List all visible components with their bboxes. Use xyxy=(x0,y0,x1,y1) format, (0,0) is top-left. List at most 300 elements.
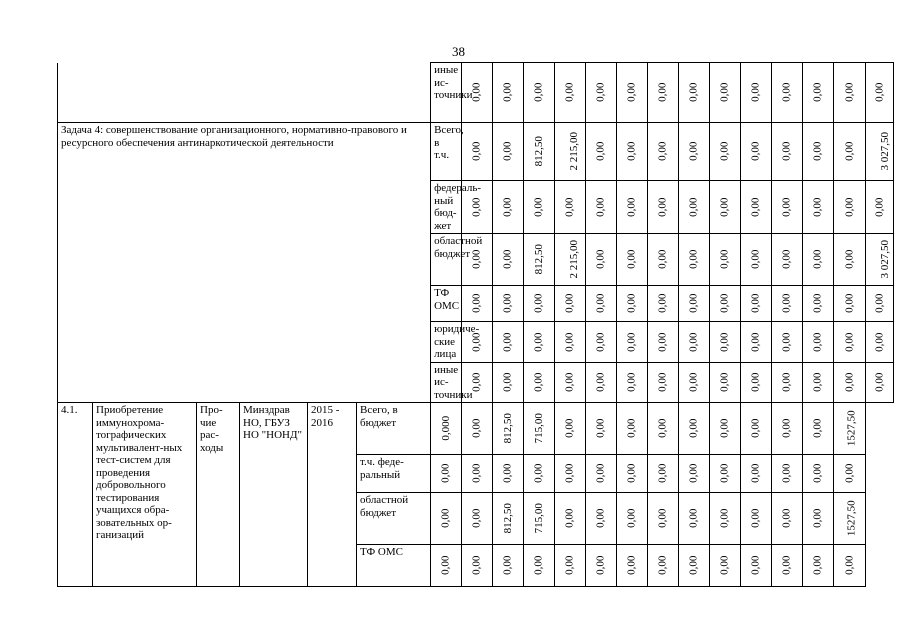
value-text: 0,00 xyxy=(718,555,731,576)
value-cell xyxy=(555,455,586,493)
value-text: 0,00 xyxy=(843,197,856,217)
value-text: 0,00 xyxy=(470,197,483,217)
value-text: 0,00 xyxy=(501,197,514,217)
value-cell xyxy=(617,234,648,286)
value-cell xyxy=(617,545,648,587)
value-cell xyxy=(772,493,803,545)
value-text: 0,00 xyxy=(811,197,824,217)
value-text: 0,00 xyxy=(532,82,545,103)
value-text: 0,00 xyxy=(656,508,669,529)
value-text: 0,00 xyxy=(563,82,576,103)
value-cell xyxy=(679,322,710,363)
value-text: 0,00 xyxy=(532,372,545,392)
value-text: 0,00 xyxy=(501,141,514,162)
value-cell xyxy=(803,286,834,322)
value-text: 0,00 xyxy=(780,332,793,352)
value-text: 0,00 xyxy=(501,372,514,392)
value-text: 0,00 xyxy=(501,463,514,484)
value-cell xyxy=(524,362,555,403)
value-cell xyxy=(555,286,586,322)
value-cell xyxy=(648,493,679,545)
value-text: 812,50 xyxy=(501,503,514,534)
value-text: 0,00 xyxy=(656,197,669,217)
value-cell xyxy=(834,403,866,455)
value-cell xyxy=(710,455,741,493)
value-cell xyxy=(741,493,772,545)
value-text: 715,00 xyxy=(532,413,545,444)
value-text: 0,00 xyxy=(718,418,731,439)
value-text: 0,00 xyxy=(687,249,700,270)
value-text: 0,00 xyxy=(780,293,793,314)
value-cell xyxy=(866,181,894,234)
value-text: 0,00 xyxy=(843,293,856,314)
value-text: 0,00 xyxy=(780,249,793,270)
value-cell xyxy=(741,123,772,181)
value-cell xyxy=(586,123,617,181)
value-cell xyxy=(617,403,648,455)
empty-cell xyxy=(58,63,431,123)
value-text: 0,00 xyxy=(811,249,824,270)
value-cell xyxy=(617,286,648,322)
value-cell xyxy=(741,322,772,363)
value-text: 0,00 xyxy=(780,463,793,484)
value-cell xyxy=(431,403,462,455)
value-cell xyxy=(555,234,586,286)
value-cell xyxy=(803,322,834,363)
value-cell xyxy=(772,403,803,455)
value-cell xyxy=(679,455,710,493)
value-text: 0,00 xyxy=(749,555,762,576)
value-cell xyxy=(803,455,834,493)
value-text: 0,00 xyxy=(563,555,576,576)
value-text: 0,00 xyxy=(625,418,638,439)
funding-source: ТФ ОМС xyxy=(431,286,462,322)
value-cell xyxy=(524,123,555,181)
value-text: 0,00 xyxy=(563,332,576,352)
page-number: 38 xyxy=(452,44,465,59)
value-text: 0,00 xyxy=(811,555,824,576)
value-text: 0,00 xyxy=(687,82,700,103)
funding-source: областной бюджет xyxy=(357,493,431,545)
value-text: 0,00 xyxy=(470,508,483,529)
value-cell xyxy=(772,123,803,181)
value-text: 3 027,50 xyxy=(879,132,892,171)
value-text: 0,00 xyxy=(439,508,452,529)
value-text: 0,00 xyxy=(780,372,793,392)
value-text: 0,00 xyxy=(811,293,824,314)
item-executor: Минздрав НО, ГБУЗ НО "НОНД" xyxy=(240,403,308,587)
value-cell xyxy=(493,181,524,234)
value-text: 0,00 xyxy=(625,197,638,217)
value-cell xyxy=(493,123,524,181)
value-cell xyxy=(431,455,462,493)
value-text: 0,00 xyxy=(501,293,514,314)
value-cell xyxy=(648,234,679,286)
value-text: 0,00 xyxy=(532,197,545,217)
value-cell xyxy=(648,545,679,587)
value-text: 0,00 xyxy=(811,372,824,392)
value-text: 0,00 xyxy=(470,555,483,576)
value-cell xyxy=(648,286,679,322)
value-cell xyxy=(772,545,803,587)
value-cell xyxy=(772,455,803,493)
value-text: 0,00 xyxy=(687,555,700,576)
value-cell xyxy=(803,493,834,545)
value-text: 0,00 xyxy=(532,555,545,576)
value-text: 0,00 xyxy=(718,141,731,162)
table-row xyxy=(58,123,894,181)
value-cell xyxy=(803,123,834,181)
value-text: 0,00 xyxy=(656,82,669,103)
value-cell xyxy=(648,322,679,363)
value-text: 0,00 xyxy=(873,82,886,103)
value-cell xyxy=(866,322,894,363)
value-cell xyxy=(679,63,710,123)
value-text: 0,00 xyxy=(470,372,483,392)
value-cell xyxy=(679,403,710,455)
funding-source: иные ис- точники xyxy=(431,362,462,403)
value-text: 0,00 xyxy=(470,141,483,162)
value-text: 0,00 xyxy=(811,418,824,439)
value-text: 0,00 xyxy=(656,418,669,439)
value-text: 0,00 xyxy=(687,418,700,439)
value-cell xyxy=(803,63,834,123)
value-text: 0,00 xyxy=(749,82,762,103)
value-text: 0,00 xyxy=(594,293,607,314)
value-cell xyxy=(617,362,648,403)
value-cell xyxy=(866,362,894,403)
value-text: 0,00 xyxy=(563,293,576,314)
value-cell xyxy=(617,493,648,545)
value-cell xyxy=(679,286,710,322)
table-row xyxy=(58,63,894,123)
value-text: 0,00 xyxy=(439,463,452,484)
value-cell xyxy=(462,286,493,322)
funding-source: федераль- ный бюд- жет xyxy=(431,181,462,234)
value-cell xyxy=(741,362,772,403)
value-text: 0,00 xyxy=(625,372,638,392)
value-text: 0,00 xyxy=(718,508,731,529)
value-text: 0,00 xyxy=(563,197,576,217)
value-cell xyxy=(679,234,710,286)
value-text: 0,00 xyxy=(656,463,669,484)
value-cell xyxy=(772,286,803,322)
value-text: 0,00 xyxy=(563,463,576,484)
value-cell xyxy=(866,234,894,286)
value-text: 2 215,00 xyxy=(568,240,581,279)
value-cell xyxy=(617,63,648,123)
value-text: 0,00 xyxy=(811,463,824,484)
value-cell xyxy=(493,286,524,322)
value-text: 0,00 xyxy=(470,463,483,484)
value-text: 0,00 xyxy=(470,293,483,314)
value-cell xyxy=(586,234,617,286)
value-cell xyxy=(866,286,894,322)
value-cell xyxy=(679,123,710,181)
value-cell xyxy=(524,403,555,455)
value-cell xyxy=(679,181,710,234)
funding-source: юридиче- ские лица xyxy=(431,322,462,363)
value-cell xyxy=(803,234,834,286)
value-text: 0,00 xyxy=(687,372,700,392)
value-text: 0,00 xyxy=(594,418,607,439)
value-cell xyxy=(803,181,834,234)
value-text: 0,00 xyxy=(811,332,824,352)
value-text: 0,00 xyxy=(594,141,607,162)
value-text: 0,00 xyxy=(594,197,607,217)
value-text: 0,00 xyxy=(843,332,856,352)
value-text: 0,00 xyxy=(470,332,483,352)
value-cell xyxy=(710,545,741,587)
value-cell xyxy=(834,455,866,493)
value-cell xyxy=(741,545,772,587)
funding-source: Всего, в т.ч. xyxy=(431,123,462,181)
value-text: 0,00 xyxy=(749,372,762,392)
value-cell xyxy=(834,234,866,286)
value-text: 0,00 xyxy=(594,82,607,103)
value-cell xyxy=(772,234,803,286)
value-cell xyxy=(524,234,555,286)
value-text: 3 027,50 xyxy=(879,240,892,279)
value-text: 0,00 xyxy=(780,82,793,103)
value-text: 0,00 xyxy=(594,332,607,352)
item-number: 4.1. xyxy=(58,403,93,587)
item-period: 2015 - 2016 xyxy=(308,403,357,587)
value-text: 0,00 xyxy=(656,555,669,576)
value-cell xyxy=(772,362,803,403)
value-cell xyxy=(741,181,772,234)
value-text: 0,00 xyxy=(594,249,607,270)
value-text: 0,00 xyxy=(843,555,856,576)
value-text: 0,00 xyxy=(439,555,452,576)
value-text: 0,00 xyxy=(625,463,638,484)
value-cell xyxy=(741,455,772,493)
table-row xyxy=(58,403,894,455)
value-cell xyxy=(617,455,648,493)
value-cell xyxy=(679,545,710,587)
value-text: 0,00 xyxy=(718,372,731,392)
value-text: 0,00 xyxy=(749,508,762,529)
value-text: 0,00 xyxy=(687,197,700,217)
value-cell xyxy=(555,123,586,181)
value-text: 0,00 xyxy=(501,249,514,270)
value-cell xyxy=(648,181,679,234)
value-text: 0,00 xyxy=(843,82,856,103)
value-cell xyxy=(866,63,894,123)
value-cell xyxy=(493,403,524,455)
value-cell xyxy=(493,322,524,363)
value-cell xyxy=(555,493,586,545)
value-text: 0,00 xyxy=(718,332,731,352)
value-cell xyxy=(648,403,679,455)
value-text: 0,00 xyxy=(749,463,762,484)
value-cell xyxy=(617,123,648,181)
value-cell xyxy=(772,63,803,123)
value-text: 0,00 xyxy=(656,332,669,352)
value-text: 0,00 xyxy=(594,372,607,392)
value-text: 0,00 xyxy=(656,141,669,162)
value-cell xyxy=(524,63,555,123)
value-cell xyxy=(586,362,617,403)
value-cell xyxy=(524,286,555,322)
value-cell xyxy=(772,181,803,234)
value-text: 0,00 xyxy=(811,82,824,103)
value-text: 0,00 xyxy=(470,418,483,439)
value-text: 0,00 xyxy=(687,508,700,529)
value-cell xyxy=(524,545,555,587)
value-cell xyxy=(524,322,555,363)
value-text: 0,00 xyxy=(749,418,762,439)
value-cell xyxy=(648,455,679,493)
value-text: 715,00 xyxy=(532,503,545,534)
value-text: 0,00 xyxy=(470,82,483,103)
value-cell xyxy=(555,403,586,455)
value-cell xyxy=(710,493,741,545)
value-cell xyxy=(493,63,524,123)
value-text: 0,00 xyxy=(873,197,886,217)
value-cell xyxy=(586,322,617,363)
value-cell xyxy=(555,362,586,403)
value-cell xyxy=(710,403,741,455)
value-text: 0,00 xyxy=(843,249,856,270)
value-text: 0,00 xyxy=(843,141,856,162)
value-cell xyxy=(648,63,679,123)
value-cell xyxy=(648,123,679,181)
value-text: 2 215,00 xyxy=(568,132,581,171)
value-cell xyxy=(834,322,866,363)
value-text: 0,00 xyxy=(656,249,669,270)
value-text: 0,00 xyxy=(873,372,886,392)
value-text: 0,00 xyxy=(532,463,545,484)
value-text: 0,00 xyxy=(594,463,607,484)
value-cell xyxy=(586,63,617,123)
value-cell xyxy=(741,63,772,123)
value-text: 0,00 xyxy=(780,197,793,217)
value-cell xyxy=(555,63,586,123)
value-cell xyxy=(710,322,741,363)
value-text: 0,00 xyxy=(843,372,856,392)
value-cell xyxy=(524,493,555,545)
value-text: 0,00 xyxy=(501,332,514,352)
value-cell xyxy=(617,181,648,234)
value-cell xyxy=(462,493,493,545)
value-text: 0,00 xyxy=(470,249,483,270)
value-cell xyxy=(866,123,894,181)
value-cell xyxy=(710,181,741,234)
task4-title: Задача 4: совершенствование организационного, нормативно-правового и ресурсного обеспечения антинаркотической деятельности xyxy=(58,123,431,403)
value-cell xyxy=(493,234,524,286)
value-text: 0,00 xyxy=(656,372,669,392)
value-text: 812,50 xyxy=(532,244,545,275)
value-cell xyxy=(462,403,493,455)
value-text: 0,00 xyxy=(532,293,545,314)
value-text: 0,00 xyxy=(718,249,731,270)
value-text: 1527,50 xyxy=(845,500,858,537)
value-cell xyxy=(493,362,524,403)
value-text: 0,00 xyxy=(625,332,638,352)
value-text: 0,00 xyxy=(625,141,638,162)
value-cell xyxy=(586,181,617,234)
value-cell xyxy=(679,493,710,545)
value-cell xyxy=(710,286,741,322)
value-text: 0,00 xyxy=(780,508,793,529)
value-text: 0,00 xyxy=(749,141,762,162)
value-cell xyxy=(493,545,524,587)
value-cell xyxy=(462,123,493,181)
value-text: 0,00 xyxy=(594,555,607,576)
value-text: 0,00 xyxy=(625,508,638,529)
value-text: 0,00 xyxy=(501,82,514,103)
value-text: 0,00 xyxy=(625,82,638,103)
value-text: 0,00 xyxy=(749,197,762,217)
value-text: 1527,50 xyxy=(845,410,858,447)
value-text: 0,00 xyxy=(873,332,886,352)
value-text: 0,00 xyxy=(501,555,514,576)
value-text: 0,00 xyxy=(687,293,700,314)
value-cell xyxy=(803,362,834,403)
funding-source: ТФ ОМС xyxy=(357,545,431,587)
value-text: 0,00 xyxy=(780,418,793,439)
value-text: 0,00 xyxy=(749,332,762,352)
budget-table xyxy=(57,62,894,587)
value-cell xyxy=(710,234,741,286)
value-cell xyxy=(586,545,617,587)
value-cell xyxy=(834,545,866,587)
item-category: Про-чие рас-ходы xyxy=(197,403,240,587)
value-cell xyxy=(586,403,617,455)
value-cell xyxy=(741,286,772,322)
value-cell xyxy=(834,362,866,403)
value-cell xyxy=(834,63,866,123)
value-text: 0,00 xyxy=(873,293,886,314)
value-cell xyxy=(741,234,772,286)
value-text: 0,00 xyxy=(718,82,731,103)
value-text: 0,00 xyxy=(749,293,762,314)
value-text: 0,00 xyxy=(563,508,576,529)
value-cell xyxy=(710,123,741,181)
value-text: 0,00 xyxy=(594,508,607,529)
value-cell xyxy=(586,455,617,493)
value-text: 0,00 xyxy=(749,249,762,270)
value-text: 0,00 xyxy=(625,293,638,314)
value-cell xyxy=(462,545,493,587)
value-text: 0,00 xyxy=(687,463,700,484)
value-cell xyxy=(555,181,586,234)
value-text: 0,000 xyxy=(439,416,452,441)
value-text: 0,00 xyxy=(718,463,731,484)
value-cell xyxy=(431,545,462,587)
value-cell xyxy=(772,322,803,363)
value-text: 0,00 xyxy=(780,141,793,162)
value-text: 0,00 xyxy=(687,332,700,352)
value-text: 0,00 xyxy=(718,197,731,217)
value-cell xyxy=(524,455,555,493)
value-cell xyxy=(462,455,493,493)
value-cell xyxy=(710,63,741,123)
value-cell xyxy=(493,455,524,493)
value-text: 0,00 xyxy=(780,555,793,576)
value-cell xyxy=(834,123,866,181)
funding-source: т.ч. феде- ральный xyxy=(357,455,431,493)
value-text: 0,00 xyxy=(811,508,824,529)
value-text: 0,00 xyxy=(656,293,669,314)
value-cell xyxy=(741,403,772,455)
value-cell xyxy=(586,286,617,322)
value-cell xyxy=(493,493,524,545)
funding-source: Всего, в бюджет xyxy=(357,403,431,455)
value-text: 0,00 xyxy=(843,463,856,484)
value-cell xyxy=(524,181,555,234)
